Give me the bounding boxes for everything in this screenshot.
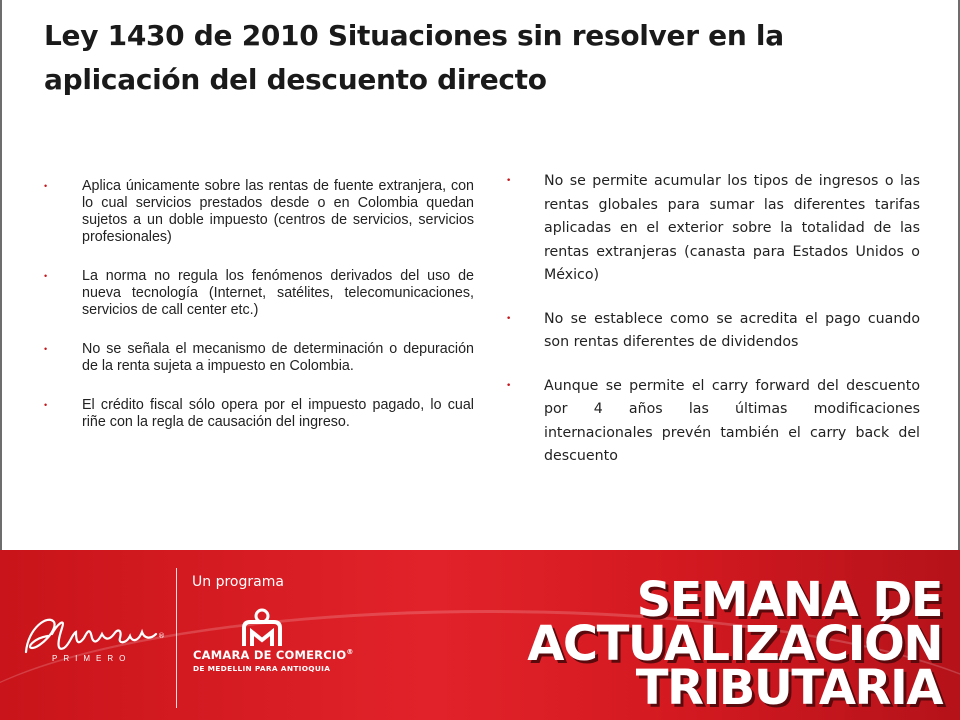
chamber-subtitle: DE MEDELLIN PARA ANTIOQUIA bbox=[193, 664, 331, 673]
signature-subtitle: PRIMERO bbox=[52, 654, 132, 663]
chamber-name: CAMARA DE COMERCIO® bbox=[193, 648, 354, 662]
event-title-line-2: ACTUALIZACIÓN bbox=[527, 616, 942, 672]
left-bullet-list bbox=[44, 178, 474, 453]
vertical-divider bbox=[176, 568, 177, 708]
right-bullet-list bbox=[506, 170, 920, 489]
registered-mark: ® bbox=[158, 632, 165, 640]
bullet-icon: • bbox=[44, 344, 48, 354]
bullet-icon: • bbox=[506, 380, 512, 391]
slide-title: Ley 1430 de 2010 Situaciones sin resolver en la aplicación del descuento directo bbox=[44, 19, 784, 96]
bullet-icon: • bbox=[44, 271, 48, 281]
bullet-icon: • bbox=[506, 313, 512, 324]
event-title-line-3: TRIBUTARIA bbox=[635, 660, 942, 716]
event-title bbox=[527, 572, 942, 716]
program-label: Un programa bbox=[192, 574, 284, 590]
footer-banner bbox=[0, 550, 960, 720]
chamber-logo-icon bbox=[238, 608, 286, 650]
bullet-icon: • bbox=[506, 176, 512, 186]
list-item: • No se señala el mecanismo de determinación o depuración de la renta sujeta a impuesto en Colombia. bbox=[44, 341, 474, 374]
event-title-line-1: SEMANA DE bbox=[636, 572, 942, 628]
bullet-icon: • bbox=[44, 181, 48, 191]
list-item: • No se establece como se acredita el pago cuando son rentas diferentes de dividendos bbox=[506, 308, 920, 355]
list-item: • La norma no regula los fenómenos derivados del uso de nueva tecnología (Internet, satélites, telecomunicaciones, servicios de call center etc.) bbox=[44, 268, 474, 318]
list-item: • Aunque se permite el carry forward del descuento por 4 años las últimas modificaciones internacionales prevén también el carry back del descuento bbox=[506, 375, 920, 469]
list-item: • No se permite acumular los tipos de ingresos o las rentas globales para sumar las diferentes tarifas aplicadas en el exterior sobre la totalidad de las rentas extranjeras (canasta para Estados Unidos o México) bbox=[506, 170, 920, 288]
list-item: • Aplica únicamente sobre las rentas de fuente extranjera, con lo cual servicios prestados desde o en Colombia quedan sujetos a un doble impuesto (centros de servicios, servicios profesionales) bbox=[44, 178, 474, 245]
list-item: • El crédito fiscal sólo opera por el impuesto pagado, lo cual riñe con la regla de causación del ingreso. bbox=[44, 397, 474, 430]
bullet-icon: • bbox=[44, 400, 48, 410]
frame-left-line bbox=[0, 0, 2, 550]
